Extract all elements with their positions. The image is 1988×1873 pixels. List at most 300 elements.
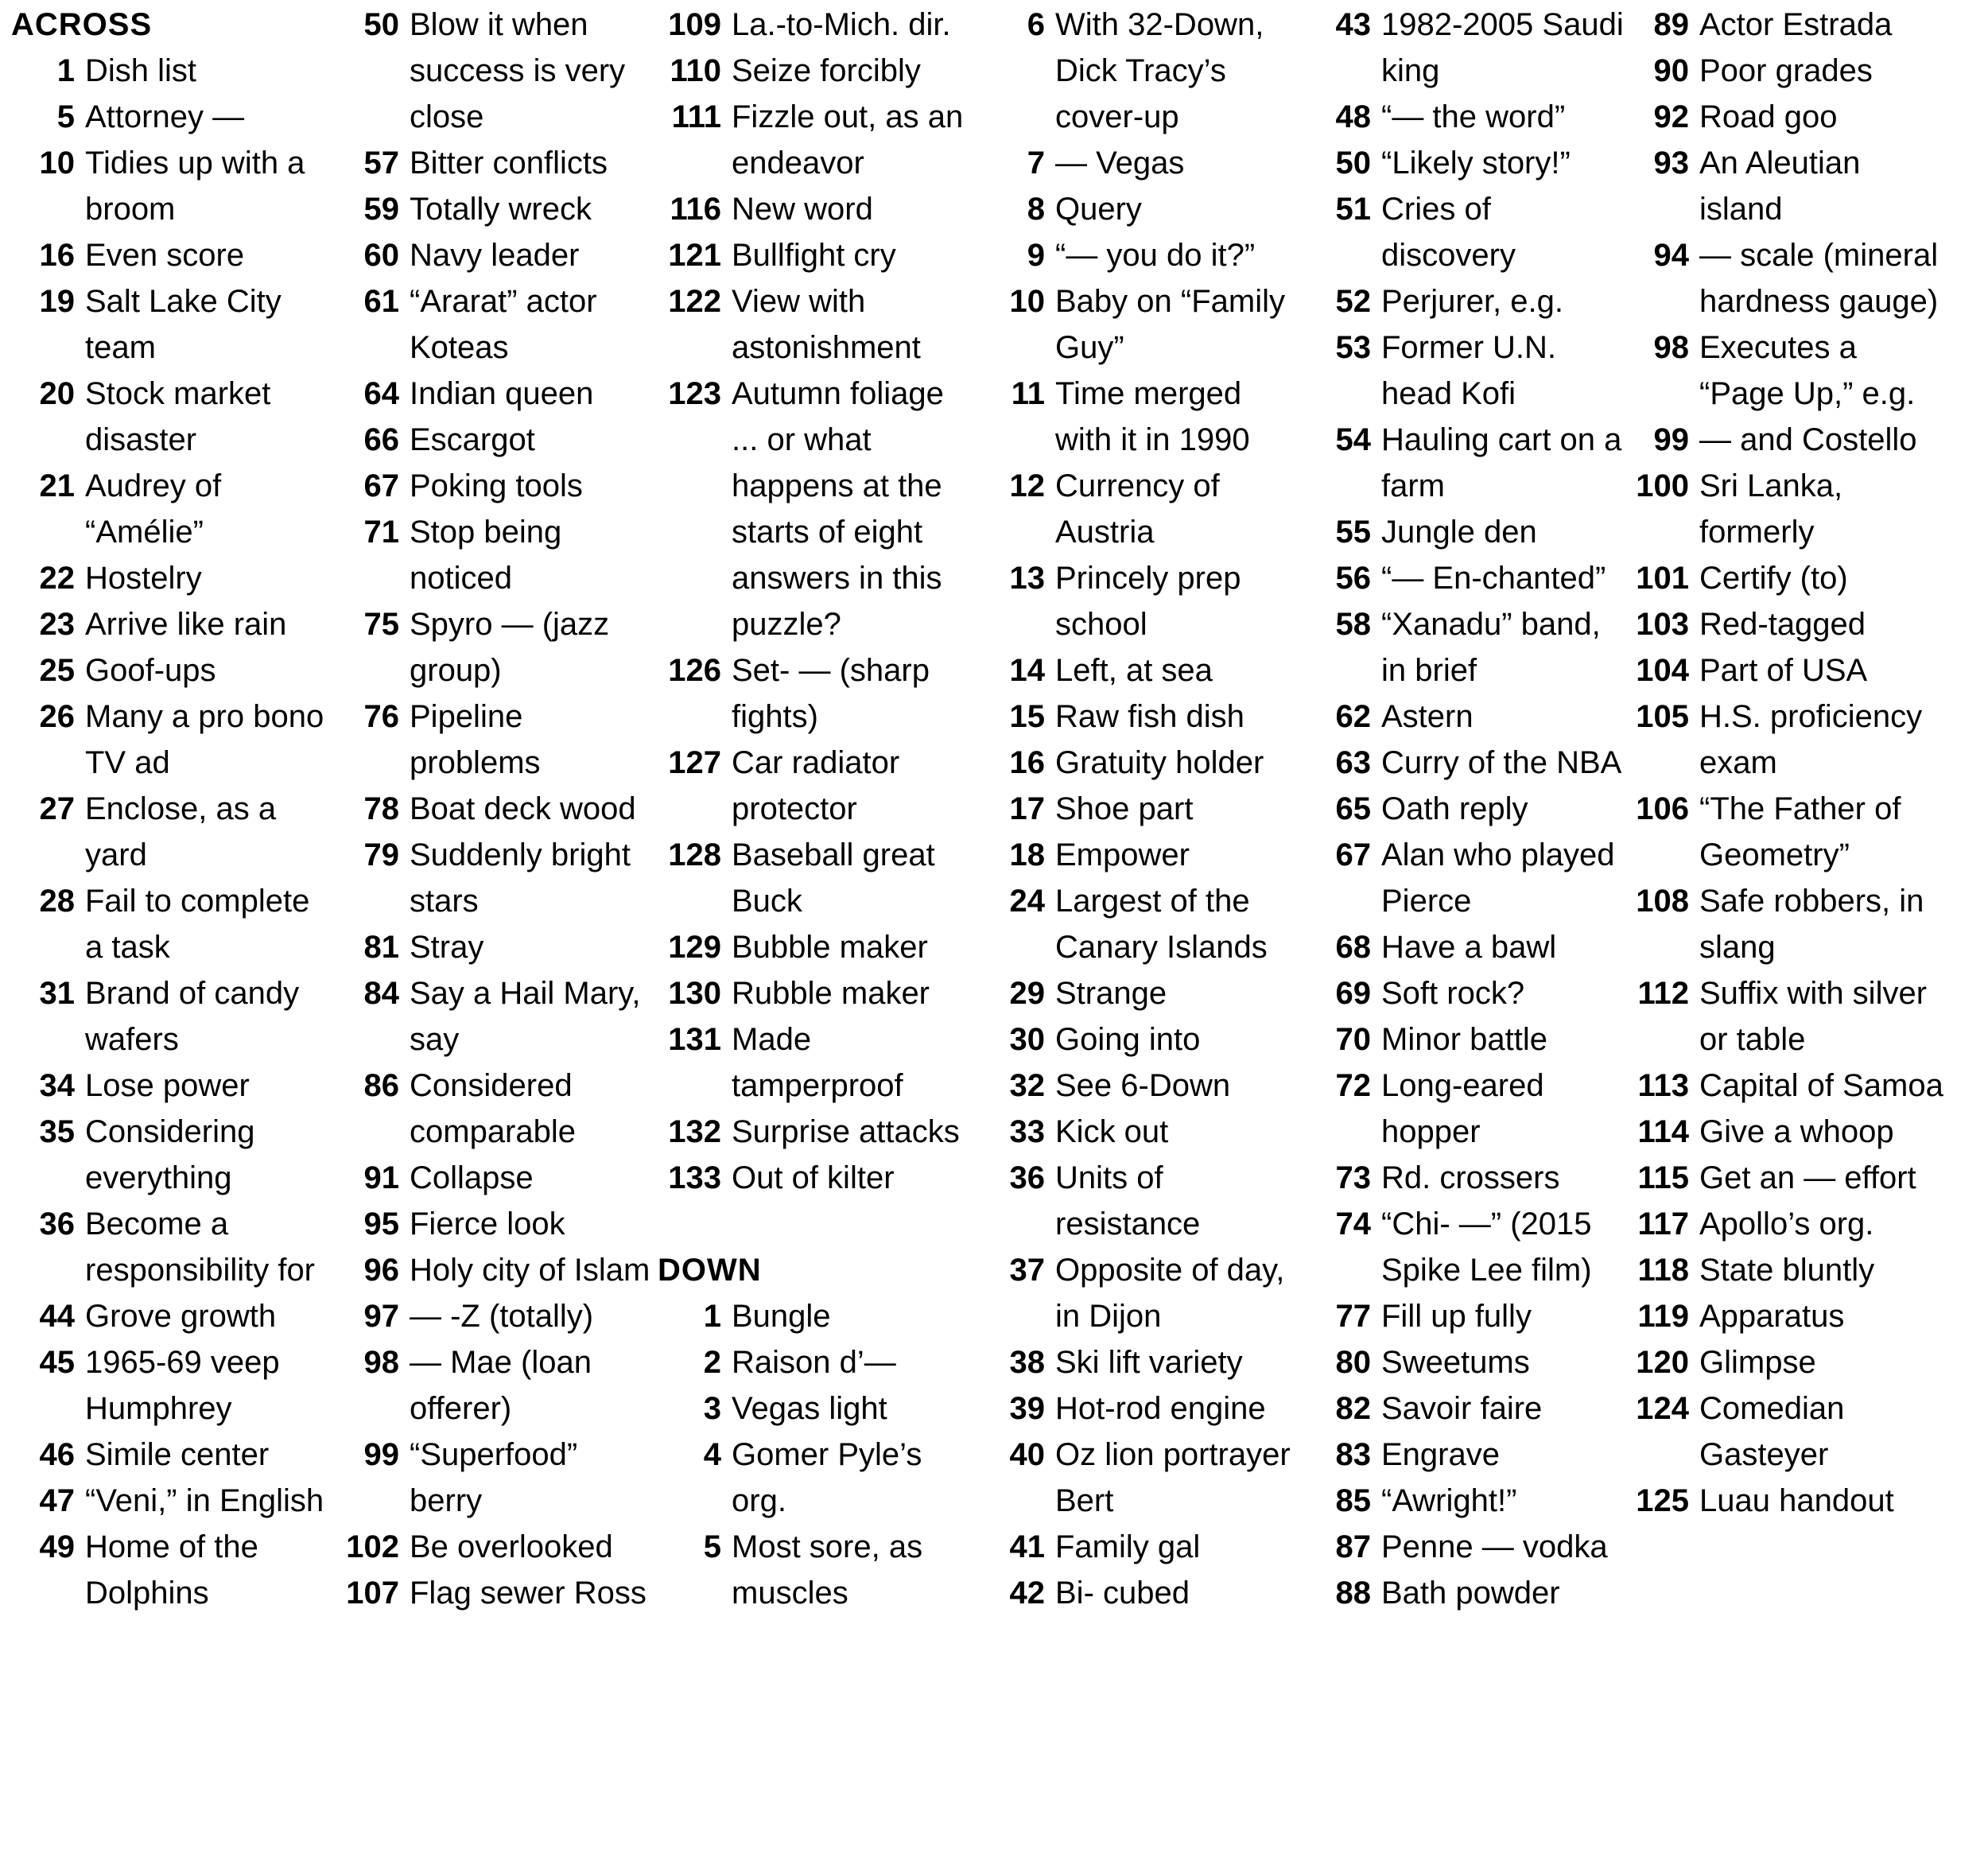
clue-text: Say a Hail Mary, say	[410, 976, 641, 1057]
clue-text: Cries of discovery	[1381, 192, 1516, 273]
clue-row	[981, 694, 1299, 740]
clue-text: Out of kilter	[732, 1160, 895, 1195]
clue-row	[981, 232, 1299, 278]
clue-text: Get an — effort	[1699, 1160, 1916, 1195]
clue-text: Made tamperproof	[732, 1022, 903, 1103]
clue-row	[1307, 601, 1625, 694]
clue-row	[1307, 1524, 1625, 1570]
clue-row	[981, 371, 1299, 463]
clue-number: 14	[1009, 653, 1045, 688]
clue-text: Poor grades	[1699, 53, 1873, 88]
clue-text: Considered comparable	[410, 1068, 577, 1149]
clue-row	[336, 463, 654, 509]
clue-number: 130	[668, 976, 721, 1011]
clue-row	[336, 1201, 654, 1247]
clue-number: 71	[363, 515, 399, 550]
clue-row	[1307, 1478, 1625, 1524]
clue-number: 77	[1335, 1299, 1371, 1334]
clue-text: Most sore, as muscles	[732, 1529, 923, 1611]
clue-row	[1307, 740, 1625, 786]
clue-text: Apollo’s org.	[1699, 1207, 1874, 1242]
clue-number: 92	[1653, 99, 1689, 134]
clue-text: Car radiator protector	[732, 745, 900, 826]
clue-row	[11, 694, 329, 786]
clue-text: “Awright!”	[1381, 1483, 1517, 1518]
clue-text: Left, at sea	[1055, 653, 1213, 688]
clue-text: — Mae (loan offerer)	[410, 1345, 592, 1426]
clue-number: 18	[1009, 837, 1045, 872]
clue-row	[1307, 1432, 1625, 1478]
clue-text: Dish list	[85, 53, 197, 88]
clue-number: 74	[1335, 1207, 1371, 1242]
clue-text: Actor Estrada	[1699, 7, 1893, 42]
clue-text: Even score	[85, 238, 245, 273]
clue-number: 1	[703, 1299, 721, 1334]
clue-number: 35	[39, 1114, 75, 1149]
clue-row	[981, 1016, 1299, 1063]
clue-row	[336, 140, 654, 186]
clue-text: Seize forcibly	[732, 53, 921, 88]
clue-text: An Aleutian island	[1699, 146, 1861, 227]
clue-number: 27	[39, 791, 75, 826]
clue-number: 73	[1335, 1160, 1371, 1195]
clue-row	[981, 647, 1299, 694]
clue-row	[1307, 1570, 1625, 1616]
clue-row	[1625, 1201, 1943, 1247]
clue-row	[1625, 1293, 1943, 1339]
clue-text: Penne — vodka	[1381, 1529, 1608, 1564]
clue-row	[1625, 1063, 1943, 1109]
clue-number: 67	[363, 468, 399, 503]
clue-number: 123	[668, 376, 721, 411]
clue-text: Red-tagged	[1699, 607, 1866, 642]
clue-text: Totally wreck	[410, 192, 592, 227]
clue-text: Stray	[410, 930, 484, 965]
clue-row	[11, 1109, 329, 1201]
clue-text: Rd. crossers	[1381, 1160, 1560, 1195]
clue-text: Largest of the Canary Islands	[1055, 884, 1268, 965]
clue-text: Bi- cubed	[1055, 1576, 1190, 1611]
clue-number: 6	[1027, 7, 1045, 42]
clue-number: 109	[668, 7, 721, 42]
clue-number: 108	[1636, 884, 1689, 919]
clue-text: Kick out	[1055, 1114, 1169, 1149]
clue-number: 7	[1027, 146, 1045, 181]
clue-number: 128	[668, 837, 721, 872]
clue-row	[1307, 555, 1625, 601]
clue-row	[981, 786, 1299, 832]
clue-number: 55	[1335, 515, 1371, 550]
clue-number: 29	[1009, 976, 1045, 1011]
clue-number: 111	[671, 99, 721, 134]
clue-text: Escargot	[410, 422, 535, 457]
clue-row	[981, 140, 1299, 186]
across-section-header: ACROSS	[11, 7, 153, 42]
clue-number: 90	[1653, 53, 1689, 88]
clue-number: 126	[668, 653, 721, 688]
clue-number: 80	[1335, 1345, 1371, 1380]
clue-row	[658, 970, 976, 1016]
clue-row	[1307, 324, 1625, 417]
clue-number: 16	[1009, 745, 1045, 780]
clue-row	[11, 555, 329, 601]
clue-number: 129	[668, 930, 721, 965]
clue-number: 99	[1653, 422, 1689, 457]
clue-row	[336, 1063, 654, 1155]
clue-row	[11, 463, 329, 555]
clue-text: “The Father of Geometry”	[1699, 791, 1901, 872]
clue-number: 30	[1009, 1022, 1045, 1057]
clue-text: H.S. proficiency exam	[1699, 699, 1923, 780]
clue-number: 119	[1637, 1299, 1689, 1334]
clue-text: Comedian Gasteyer	[1699, 1391, 1845, 1472]
clue-row	[1625, 601, 1943, 647]
clue-number: 99	[363, 1437, 399, 1472]
clue-row	[336, 1155, 654, 1201]
clue-number: 82	[1335, 1391, 1371, 1426]
clue-number: 63	[1335, 745, 1371, 780]
clue-number: 53	[1335, 330, 1371, 365]
clue-text: Empower	[1055, 837, 1190, 872]
clue-text: “Likely story!”	[1381, 146, 1571, 181]
clue-row	[981, 1385, 1299, 1432]
clue-row	[11, 1293, 329, 1339]
clue-number: 87	[1335, 1529, 1371, 1564]
clue-text: Luau handout	[1699, 1483, 1894, 1518]
clue-number: 8	[1027, 192, 1045, 227]
clue-number: 88	[1335, 1576, 1371, 1611]
clue-text: Lose power	[85, 1068, 250, 1103]
clue-text: Hauling cart on a farm	[1381, 422, 1622, 503]
clue-text: “— you do it?”	[1055, 238, 1256, 273]
clue-text: Bungle	[732, 1299, 831, 1334]
clue-row	[1307, 186, 1625, 278]
clue-row	[336, 509, 654, 601]
clue-row	[658, 1109, 976, 1155]
clue-row	[1625, 1155, 1943, 1201]
clue-row	[1625, 1385, 1943, 1478]
clue-row	[11, 1063, 329, 1109]
clue-row	[1307, 1201, 1625, 1293]
clue-row	[981, 1247, 1299, 1339]
clue-number: 112	[1637, 976, 1689, 1011]
clue-number: 11	[1011, 376, 1045, 411]
clue-row	[11, 970, 329, 1063]
clue-row	[981, 278, 1299, 371]
clue-text: Going into	[1055, 1022, 1201, 1057]
clue-row	[1307, 509, 1625, 555]
clue-text: With 32-Down, Dick Tracy’s cover-up	[1055, 7, 1264, 134]
clue-number: 75	[363, 607, 399, 642]
clue-text: Fill up fully	[1381, 1299, 1532, 1334]
clue-text: Bullfight cry	[732, 238, 896, 273]
clue-number: 72	[1335, 1068, 1371, 1103]
clue-number: 4	[703, 1437, 721, 1472]
clue-number: 44	[39, 1299, 75, 1334]
clue-number: 83	[1335, 1437, 1371, 1472]
clue-text: Tidies up with a broom	[85, 146, 305, 227]
clue-number: 106	[1636, 791, 1689, 826]
clue-number: 16	[39, 238, 75, 273]
clue-number: 45	[39, 1345, 75, 1380]
clue-number: 110	[670, 53, 721, 88]
clue-text: Fierce look	[410, 1207, 565, 1242]
clue-row	[981, 1155, 1299, 1247]
clue-row	[658, 48, 976, 94]
clue-row	[336, 832, 654, 924]
clue-row	[1307, 970, 1625, 1016]
clue-number: 103	[1636, 607, 1689, 642]
clue-number: 15	[1009, 699, 1045, 734]
clue-row	[658, 1155, 976, 1201]
clue-row	[336, 694, 654, 786]
clue-text: Currency of Austria	[1055, 468, 1220, 550]
clue-row	[981, 1432, 1299, 1524]
clue-number: 107	[346, 1576, 399, 1611]
clue-number: 105	[1636, 699, 1689, 734]
clue-number: 70	[1335, 1022, 1371, 1057]
clue-text: — and Costello	[1699, 422, 1917, 457]
clue-number: 49	[39, 1529, 75, 1564]
clue-number: 127	[668, 745, 721, 780]
clue-text: Savoir faire	[1381, 1391, 1543, 1426]
clue-number: 9	[1027, 238, 1045, 273]
clue-row	[1307, 278, 1625, 324]
clue-row	[658, 1432, 976, 1524]
clue-row	[1625, 555, 1943, 601]
clue-number: 66	[363, 422, 399, 457]
clue-text: Poking tools	[410, 468, 583, 503]
clue-row	[658, 1385, 976, 1432]
clue-text: “Ararat” actor Koteas	[410, 284, 597, 365]
clue-row	[1625, 1339, 1943, 1385]
clue-text: Goof-ups	[85, 653, 216, 688]
clue-text: Oz lion portrayer Bert	[1055, 1437, 1291, 1518]
clue-row	[1625, 694, 1943, 786]
clue-number: 12	[1009, 468, 1045, 503]
clue-column-2	[336, 2, 654, 1616]
clue-text: Perjurer, e.g.	[1381, 284, 1564, 319]
clue-row	[658, 186, 976, 232]
clue-text: 1982-2005 Saudi king	[1381, 7, 1624, 88]
clue-number: 28	[39, 884, 75, 919]
clue-text: Gomer Pyle’s org.	[732, 1437, 922, 1518]
clue-row	[981, 463, 1299, 555]
clue-row	[981, 1109, 1299, 1155]
clue-number: 67	[1335, 837, 1371, 872]
clue-row	[658, 740, 976, 832]
clue-number: 33	[1009, 1114, 1045, 1149]
clue-number: 41	[1009, 1529, 1045, 1564]
clue-row	[658, 924, 976, 970]
clue-row	[1625, 970, 1943, 1063]
clue-row	[336, 786, 654, 832]
clue-text: Salt Lake City team	[85, 284, 282, 365]
clue-row	[11, 878, 329, 970]
clue-number: 65	[1335, 791, 1371, 826]
clue-row	[1307, 140, 1625, 186]
clue-number: 5	[703, 1529, 721, 1564]
clue-number: 40	[1009, 1437, 1045, 1472]
clue-text: Attorney —	[85, 99, 245, 134]
clue-text: “Superfood” berry	[410, 1437, 578, 1518]
clue-number: 115	[1637, 1160, 1689, 1195]
clue-number: 38	[1009, 1345, 1045, 1380]
clue-number: 36	[39, 1207, 75, 1242]
clue-text: “Xanadu” band, in brief	[1381, 607, 1601, 688]
clue-row	[11, 1339, 329, 1432]
clue-number: 57	[363, 146, 399, 181]
clue-number: 69	[1335, 976, 1371, 1011]
clue-text: Alan who played Pierce	[1381, 837, 1615, 919]
clue-text: Raison d’—	[732, 1345, 896, 1380]
clue-number: 131	[668, 1022, 721, 1057]
clue-text: Bitter conflicts	[410, 146, 608, 181]
clue-row	[981, 1570, 1299, 1616]
clue-number: 13	[1009, 561, 1045, 596]
clue-row	[1307, 94, 1625, 140]
clue-text: — Vegas	[1055, 146, 1185, 181]
clue-row	[1625, 786, 1943, 878]
clue-row	[336, 1524, 654, 1570]
clue-row	[11, 786, 329, 878]
clue-text: Simile center	[85, 1437, 270, 1472]
clue-row	[1625, 463, 1943, 555]
clue-row	[981, 1524, 1299, 1570]
clue-text: Certify (to)	[1699, 561, 1848, 596]
clue-number: 51	[1335, 192, 1371, 227]
clue-number: 101	[1636, 561, 1689, 596]
clue-text: Executes a “Page Up,” e.g.	[1699, 330, 1916, 411]
clue-number: 68	[1335, 930, 1371, 965]
clue-number: 95	[363, 1207, 399, 1242]
clue-number: 64	[363, 376, 399, 411]
clue-number: 97	[363, 1299, 399, 1334]
clue-row	[658, 647, 976, 740]
clue-number: 26	[39, 699, 75, 734]
clue-text: Jungle den	[1381, 515, 1537, 550]
clue-number: 46	[39, 1437, 75, 1472]
clue-text: Fail to complete a task	[85, 884, 310, 965]
clue-text: Long-eared hopper	[1381, 1068, 1544, 1149]
clue-text: Princely prep school	[1055, 561, 1241, 642]
clue-row	[658, 94, 976, 186]
clue-text: — -Z (totally)	[410, 1299, 594, 1334]
clue-number: 118	[1637, 1253, 1689, 1288]
clue-text: Stop being noticed	[410, 515, 562, 596]
clue-row	[11, 140, 329, 232]
clue-text: Baseball great Buck	[732, 837, 935, 919]
clue-number: 121	[668, 238, 721, 273]
clue-text: Pipeline problems	[410, 699, 541, 780]
clue-row	[981, 970, 1299, 1016]
clue-row	[336, 1247, 654, 1293]
clue-number: 120	[1636, 1345, 1689, 1380]
clue-text: Gratuity holder	[1055, 745, 1264, 780]
clue-text: Curry of the NBA	[1381, 745, 1622, 780]
clue-number: 100	[1636, 468, 1689, 503]
clue-column-6	[1625, 2, 1943, 1524]
clue-number: 50	[363, 7, 399, 42]
clue-row	[1307, 1339, 1625, 1385]
clue-row	[1307, 1293, 1625, 1339]
clue-text: Engrave	[1381, 1437, 1500, 1472]
clue-text: Enclose, as a yard	[85, 791, 277, 872]
clue-number: 32	[1009, 1068, 1045, 1103]
clue-text: State bluntly	[1699, 1253, 1875, 1288]
clue-row	[11, 232, 329, 278]
clue-number: 78	[363, 791, 399, 826]
clue-number: 125	[1636, 1483, 1689, 1518]
clue-row	[1307, 1155, 1625, 1201]
clue-row	[1307, 786, 1625, 832]
clue-text: Blow it when success is very close	[410, 7, 626, 134]
clue-number: 61	[363, 284, 399, 319]
clue-number: 76	[363, 699, 399, 734]
clue-text: Sweetums	[1381, 1345, 1530, 1380]
clue-row	[658, 278, 976, 371]
clue-number: 50	[1335, 146, 1371, 181]
clue-text: Astern	[1381, 699, 1474, 734]
clue-row	[336, 232, 654, 278]
clue-number: 124	[1636, 1391, 1689, 1426]
clue-row	[11, 1432, 329, 1478]
clue-row	[1625, 94, 1943, 140]
clue-text: Capital of Samoa	[1699, 1068, 1943, 1103]
clue-text: Bubble maker	[732, 930, 928, 965]
clue-text: Hostelry	[85, 561, 202, 596]
clue-text: Be overlooked	[410, 1529, 613, 1564]
clue-row	[981, 555, 1299, 647]
clue-number: 85	[1335, 1483, 1371, 1518]
clue-number: 54	[1335, 422, 1371, 457]
clue-number: 24	[1009, 884, 1045, 919]
clue-row	[1625, 48, 1943, 94]
clue-text: Oath reply	[1381, 791, 1528, 826]
clue-text: Audrey of “Amélie”	[85, 468, 222, 550]
clue-text: 1965-69 veep Humphrey	[85, 1345, 280, 1426]
clue-row	[658, 2, 976, 48]
clue-row	[981, 832, 1299, 878]
clue-number: 81	[363, 930, 399, 965]
clue-row	[658, 1339, 976, 1385]
clue-text: “Veni,” in English	[85, 1483, 324, 1518]
clue-text: Fizzle out, as an endeavor	[732, 99, 964, 181]
clue-text: Soft rock?	[1381, 976, 1525, 1011]
clue-text: Grove growth	[85, 1299, 277, 1334]
clue-row	[981, 2, 1299, 140]
clue-row	[336, 186, 654, 232]
clue-number: 39	[1009, 1391, 1045, 1426]
clue-number: 25	[39, 653, 75, 688]
clue-row	[1625, 2, 1943, 48]
clue-number: 36	[1009, 1160, 1045, 1195]
clue-number: 2	[703, 1345, 721, 1380]
clue-text: Holy city of Islam	[410, 1253, 650, 1288]
clue-text: Become a responsibility for	[85, 1207, 316, 1288]
clue-number: 52	[1335, 284, 1371, 319]
clue-row	[1307, 694, 1625, 740]
clue-row	[336, 1570, 654, 1616]
clue-row	[11, 1478, 329, 1524]
clue-number: 104	[1636, 653, 1689, 688]
clue-row	[11, 48, 329, 94]
clue-row	[1625, 324, 1943, 417]
clue-text: Units of resistance	[1055, 1160, 1201, 1242]
clue-number: 10	[39, 146, 75, 181]
clue-row	[1625, 1478, 1943, 1524]
clue-number: 48	[1335, 99, 1371, 134]
